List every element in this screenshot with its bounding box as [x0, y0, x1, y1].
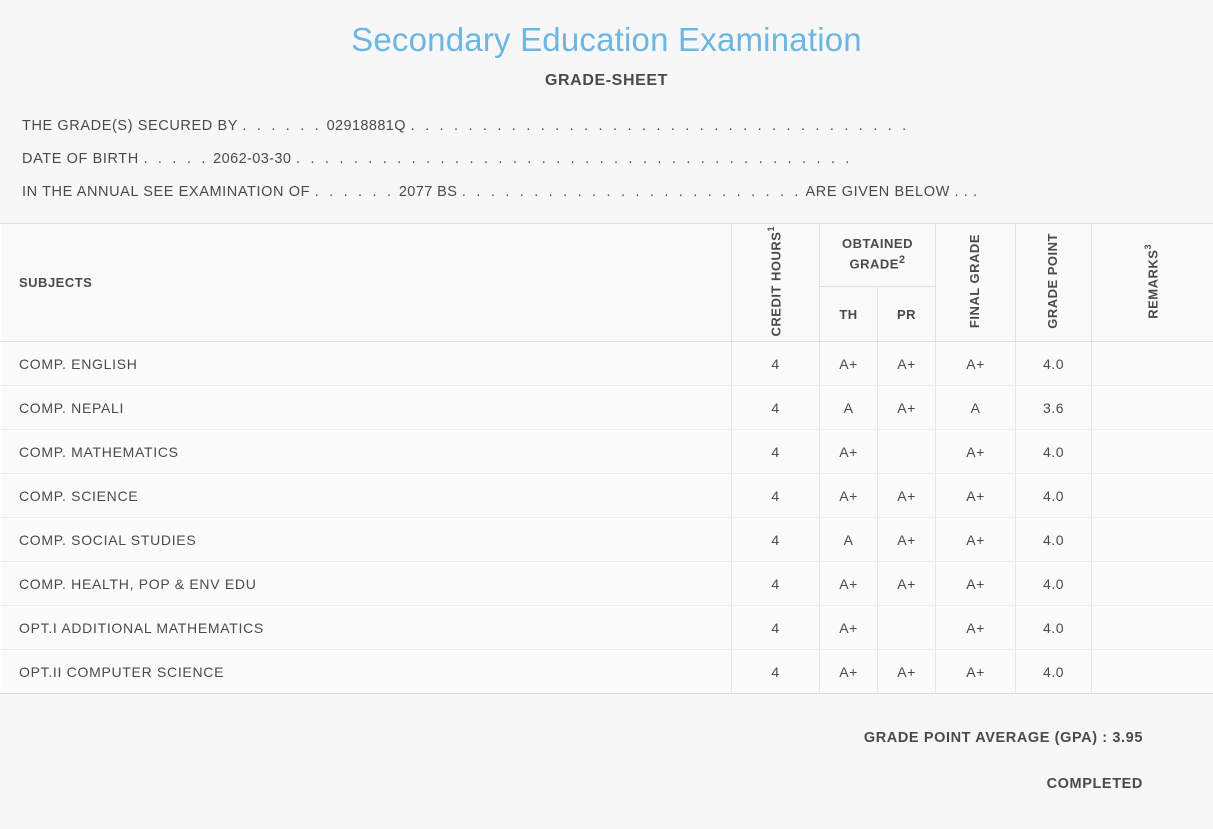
- cell-practical-grade: A+: [878, 342, 936, 386]
- info-label-exam-year: IN THE ANNUAL SEE EXAMINATION OF: [22, 184, 311, 200]
- obtained-grade-footnote: 2: [898, 254, 906, 267]
- cell-theory-grade: A+: [820, 562, 878, 606]
- cell-final-grade: A+: [936, 518, 1016, 562]
- cell-grade-point: 4.0: [1016, 650, 1092, 694]
- cell-grade-point: 3.6: [1016, 386, 1092, 430]
- cell-remarks: [1092, 474, 1213, 518]
- cell-final-grade: A: [936, 386, 1016, 430]
- cell-theory-grade: A+: [820, 430, 878, 474]
- table-row: [1, 474, 1213, 518]
- table-row: [1, 606, 1213, 650]
- column-header-practical: PR: [878, 287, 936, 342]
- status-badge: COMPLETED: [1046, 776, 1143, 792]
- footer-summary: [0, 730, 1213, 792]
- remarks-text: REMARKS: [1145, 249, 1161, 319]
- cell-practical-grade: A+: [878, 474, 936, 518]
- cell-theory-grade: A+: [820, 606, 878, 650]
- cell-theory-grade: A+: [820, 342, 878, 386]
- cell-final-grade: A+: [936, 430, 1016, 474]
- cell-final-grade: A+: [936, 342, 1016, 386]
- cell-credit-hours: 4: [732, 562, 820, 606]
- cell-credit-hours: 4: [732, 430, 820, 474]
- cell-grade-point: 4.0: [1016, 474, 1092, 518]
- info-label-date-of-birth: DATE OF BIRTH: [22, 151, 139, 167]
- cell-final-grade: A+: [936, 474, 1016, 518]
- cell-grade-point: 4.0: [1016, 518, 1092, 562]
- cell-remarks: [1092, 342, 1213, 386]
- final-grade-text: FINAL GRADE: [967, 233, 983, 329]
- table-row: [1, 650, 1213, 694]
- grades-table-head: [1, 224, 1213, 342]
- credit-hours-footnote: 1: [766, 225, 777, 232]
- cell-theory-grade: A: [820, 386, 878, 430]
- column-header-final-grade: [936, 224, 1016, 342]
- cell-theory-grade: A+: [820, 474, 878, 518]
- info-dots-1b: . . . . . . . . . . . . . . . . . . . . . . . . . . . . . . . . . . .: [410, 118, 910, 134]
- page-title: Secondary Education Examination: [351, 21, 862, 58]
- cell-theory-grade: A: [820, 518, 878, 562]
- cell-credit-hours: 4: [732, 386, 820, 430]
- header-row-1: [1, 224, 1213, 287]
- cell-remarks: [1092, 518, 1213, 562]
- info-dots-3b: . . . . . . . . . . . . . . . . . . . . . . . .: [461, 184, 802, 200]
- page-subtitle: GRADE-SHEET: [544, 72, 669, 89]
- cell-remarks: [1092, 430, 1213, 474]
- cell-subject: OPT.II COMPUTER SCIENCE: [1, 650, 732, 694]
- remarks-footnote: 3: [1143, 243, 1154, 250]
- table-row: [1, 430, 1213, 474]
- info-line-date-of-birth: [22, 143, 1191, 176]
- info-line-exam-year: [22, 176, 1191, 209]
- cell-final-grade: A+: [936, 562, 1016, 606]
- column-header-obtained-grade: [820, 224, 936, 287]
- cell-practical-grade: [878, 606, 936, 650]
- cell-remarks: [1092, 650, 1213, 694]
- cell-final-grade: A+: [936, 650, 1016, 694]
- info-dots-1a: . . . . . .: [242, 118, 322, 134]
- table-row: [1, 518, 1213, 562]
- column-header-grade-point: [1016, 224, 1092, 342]
- cell-subject: OPT.I ADDITIONAL MATHEMATICS: [1, 606, 732, 650]
- cell-practical-grade: [878, 430, 936, 474]
- cell-credit-hours: 4: [732, 650, 820, 694]
- info-line-grades-secured: [22, 110, 1191, 143]
- student-info-block: [0, 110, 1213, 209]
- cell-grade-point: 4.0: [1016, 606, 1092, 650]
- cell-credit-hours: 4: [732, 518, 820, 562]
- info-value-symbol-number: 02918881Q: [326, 118, 406, 134]
- cell-subject: COMP. SOCIAL STUDIES: [1, 518, 732, 562]
- credit-hours-text: CREDIT HOURS: [768, 231, 784, 337]
- obtained-grade-text: OBTAINED GRADE: [842, 236, 913, 272]
- cell-remarks: [1092, 562, 1213, 606]
- cell-practical-grade: A+: [878, 650, 936, 694]
- table-row: [1, 386, 1213, 430]
- column-header-remarks: [1092, 224, 1213, 342]
- info-value-date-of-birth: 2062-03-30: [213, 151, 292, 167]
- info-dots-3a: . . . . . .: [314, 184, 395, 200]
- grades-table-body: [1, 342, 1213, 694]
- cell-subject: COMP. HEALTH, POP & ENV EDU: [1, 562, 732, 606]
- table-row: [1, 342, 1213, 386]
- info-dots-2b: . . . . . . . . . . . . . . . . . . . . . . . . . . . . . . . . . . . . . . .: [295, 151, 853, 167]
- cell-grade-point: 4.0: [1016, 430, 1092, 474]
- gpa-label: GRADE POINT AVERAGE (GPA) : 3.95: [863, 730, 1143, 746]
- cell-final-grade: A+: [936, 606, 1016, 650]
- cell-credit-hours: 4: [732, 606, 820, 650]
- cell-grade-point: 4.0: [1016, 342, 1092, 386]
- cell-subject: COMP. SCIENCE: [1, 474, 732, 518]
- cell-practical-grade: A+: [878, 518, 936, 562]
- column-header-theory: TH: [820, 287, 878, 342]
- cell-theory-grade: A+: [820, 650, 878, 694]
- column-header-credit-hours: [732, 224, 820, 342]
- cell-grade-point: 4.0: [1016, 562, 1092, 606]
- info-value-exam-year: 2077 BS: [398, 184, 458, 200]
- cell-practical-grade: A+: [878, 562, 936, 606]
- cell-remarks: [1092, 606, 1213, 650]
- cell-credit-hours: 4: [732, 342, 820, 386]
- info-tail-are-given-below: ARE GIVEN BELOW . . .: [805, 184, 978, 200]
- info-dots-2a: . . . . .: [143, 151, 209, 167]
- column-header-subjects: SUBJECTS: [1, 224, 732, 342]
- cell-credit-hours: 4: [732, 474, 820, 518]
- grades-table: [0, 223, 1213, 694]
- cell-remarks: [1092, 386, 1213, 430]
- cell-subject: COMP. NEPALI: [1, 386, 732, 430]
- table-row: [1, 562, 1213, 606]
- cell-subject: COMP. ENGLISH: [1, 342, 732, 386]
- cell-practical-grade: A+: [878, 386, 936, 430]
- cell-subject: COMP. MATHEMATICS: [1, 430, 732, 474]
- grade-point-text: GRADE POINT: [1045, 233, 1061, 329]
- info-label-grades-secured: THE GRADE(S) SECURED BY: [22, 118, 238, 134]
